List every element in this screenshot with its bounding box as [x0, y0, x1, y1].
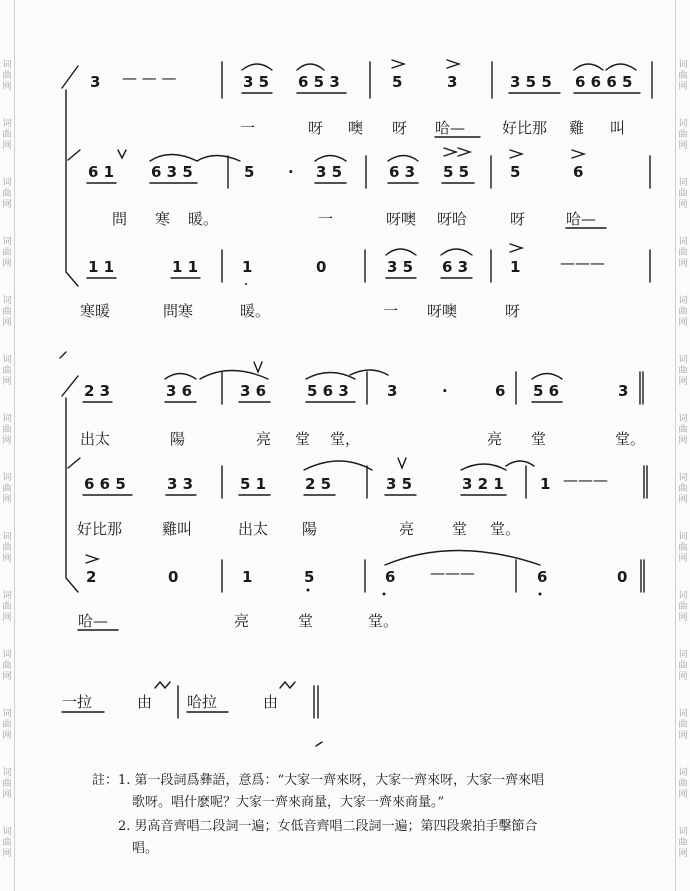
watermark-glyph: 网 — [678, 790, 688, 800]
lyric: 問寒 — [163, 302, 194, 320]
watermark-glyph: 网 — [2, 318, 12, 328]
watermark-glyph: 词 — [2, 591, 12, 601]
watermark-glyph: 网 — [678, 849, 688, 859]
note: 6 — [385, 568, 396, 586]
watermark-glyph: 网 — [2, 495, 12, 505]
lyric: 陽 — [302, 520, 318, 538]
lyric: 堂， — [330, 430, 361, 448]
watermark-glyph: 词 — [2, 473, 12, 483]
lyric: 噢 — [348, 119, 364, 137]
watermark-glyph: 词 — [678, 60, 688, 70]
watermark-glyph: 网 — [2, 672, 12, 682]
lyric: 堂 — [531, 430, 547, 448]
lyric: 好比那 — [77, 520, 123, 538]
footnote-2-line-2: 唱。 — [132, 841, 159, 856]
watermark-glyph: 网 — [678, 200, 688, 210]
note: 5 5 — [443, 163, 470, 181]
watermark-glyph: 词 — [2, 414, 12, 424]
note: 5 — [510, 163, 521, 181]
watermark-glyph: 词 — [2, 178, 12, 188]
note: 5 1 — [240, 475, 267, 493]
lyric: 出太 — [238, 520, 269, 538]
note-rest: 0 — [617, 568, 628, 586]
accompaniment-label: 由 — [137, 693, 153, 711]
accompaniment-label: 哈拉 — [187, 693, 218, 711]
lyric: 堂。 — [368, 612, 399, 630]
lyric: 呀噢 — [386, 210, 417, 228]
lyric: 哈— — [78, 612, 109, 630]
note: 1 — [540, 475, 551, 493]
watermark-glyph: 网 — [678, 436, 688, 446]
watermark-glyph: 词 — [2, 532, 12, 542]
lyric: 暖。 — [240, 302, 271, 320]
watermark-glyph: 词 — [678, 237, 688, 247]
lyric: 堂 — [295, 430, 311, 448]
watermark-glyph: 曲 — [678, 307, 688, 317]
watermark-glyph: 词 — [678, 473, 688, 483]
watermark-glyph: 曲 — [2, 425, 12, 435]
note: 3 3 — [167, 475, 194, 493]
watermark-glyph: 词 — [2, 827, 12, 837]
note: 6 6 6 5 — [575, 73, 633, 91]
watermark-glyph: 网 — [2, 849, 12, 859]
note: 3 6 — [166, 382, 193, 400]
system-brace — [66, 90, 78, 286]
watermark-glyph: 曲 — [2, 248, 12, 258]
watermark-glyph: 网 — [2, 259, 12, 269]
watermark-glyph: 曲 — [678, 838, 688, 848]
watermark-glyph: 曲 — [2, 366, 12, 376]
lyric: 呀噢 — [427, 302, 458, 320]
watermark-glyph: 曲 — [678, 543, 688, 553]
note-extension: ——— — [563, 471, 608, 489]
watermark-glyph: 网 — [2, 200, 12, 210]
watermark-glyph: 词 — [678, 827, 688, 837]
watermark-glyph: 网 — [2, 731, 12, 741]
watermark-glyph: 词 — [678, 178, 688, 188]
note: 6 1 — [88, 163, 115, 181]
watermark-glyph: 曲 — [678, 779, 688, 789]
watermark-glyph: 曲 — [678, 602, 688, 612]
note: 3 6 — [240, 382, 267, 400]
footnote-1-line-2: 歌呀。唱什麽呢？大家一齊來商量，大家一齊來商量。” — [132, 795, 445, 810]
watermark-glyph: 网 — [678, 672, 688, 682]
watermark-glyph: 词 — [2, 237, 12, 247]
lyric: 堂 — [298, 612, 314, 630]
watermark-glyph: 曲 — [678, 425, 688, 435]
watermark-glyph: 网 — [2, 436, 12, 446]
watermark-glyph: 网 — [678, 377, 688, 387]
note: 3 — [387, 382, 398, 400]
accompaniment-label: 一拉 — [62, 693, 93, 711]
lyric: 叫 — [610, 119, 626, 137]
watermark-glyph: 曲 — [678, 366, 688, 376]
note: 1 — [510, 258, 521, 276]
lyric: 雞叫 — [162, 520, 193, 538]
watermark-glyph: 网 — [678, 82, 688, 92]
lyric: 寒 — [155, 210, 171, 228]
watermark-glyph: 网 — [2, 613, 12, 623]
watermark-glyph: 曲 — [678, 189, 688, 199]
watermark-glyph: 网 — [678, 554, 688, 564]
lyric: 堂 — [452, 520, 468, 538]
watermark-glyph: 曲 — [678, 484, 688, 494]
watermark-glyph: 曲 — [2, 130, 12, 140]
watermark-glyph: 网 — [2, 141, 12, 151]
watermark-glyph: 词 — [678, 355, 688, 365]
watermark-glyph: 曲 — [678, 661, 688, 671]
watermark-glyph: 曲 — [678, 248, 688, 258]
watermark-glyph: 曲 — [2, 661, 12, 671]
lyric: 一 — [318, 210, 334, 228]
note: 3 — [90, 73, 101, 91]
watermark-glyph: 词 — [2, 355, 12, 365]
watermark-glyph: 曲 — [678, 720, 688, 730]
lyric: 亮 — [256, 430, 272, 448]
watermark-glyph: 网 — [2, 554, 12, 564]
note: 6 — [495, 382, 506, 400]
watermark-glyph: 曲 — [2, 720, 12, 730]
lyric: 暖。 — [188, 210, 219, 228]
note: 3 5 5 — [510, 73, 552, 91]
lyric: 一 — [240, 119, 256, 137]
note: 6 3 — [442, 258, 469, 276]
watermark-glyph: 词 — [2, 296, 12, 306]
watermark-glyph: 词 — [678, 768, 688, 778]
note: 3 5 — [316, 163, 343, 181]
note: 5 — [244, 163, 255, 181]
lyric: 寒暖 — [80, 302, 111, 320]
watermark-glyph: 网 — [678, 731, 688, 741]
watermark-glyph: 曲 — [2, 779, 12, 789]
accompaniment-label: 由 — [263, 693, 279, 711]
note: 3 — [618, 382, 629, 400]
footnote-prefix: 註： — [92, 773, 119, 788]
note: 6 — [537, 568, 548, 586]
watermark-glyph: 词 — [2, 650, 12, 660]
watermark-glyph: 曲 — [2, 71, 12, 81]
note-dot: · — [288, 163, 294, 181]
lyric: 呀 — [392, 119, 408, 137]
system-brace-top — [62, 66, 78, 88]
watermark-glyph: 网 — [2, 377, 12, 387]
note: 1 — [242, 258, 253, 276]
lyric: 呀 — [510, 210, 526, 228]
watermark-glyph: 网 — [678, 318, 688, 328]
watermark-glyph: 曲 — [678, 71, 688, 81]
footnote-2-line-1: 2. 男高音齊唱二段詞一遍；女低音齊唱二段詞一遍；第四段衆拍手擊節合 — [118, 819, 538, 834]
note: 1 — [242, 568, 253, 586]
lyric: 一 — [383, 302, 399, 320]
note: 3 5 — [243, 73, 270, 91]
watermark-glyph: 网 — [678, 495, 688, 505]
note: 6 3 5 — [151, 163, 193, 181]
lyric: 雞 — [569, 119, 585, 137]
watermark-glyph: 词 — [2, 60, 12, 70]
note: 6 — [573, 163, 584, 181]
watermark-glyph: 网 — [2, 790, 12, 800]
watermark-glyph: 曲 — [2, 484, 12, 494]
note: 1 1 — [88, 258, 115, 276]
watermark-glyph: 词 — [678, 650, 688, 660]
footnote-1-line-1: 1. 第一段詞爲彝語，意爲：“大家一齊來呀，大家一齊來呀，大家一齊來唱 — [118, 773, 545, 788]
watermark-glyph: 词 — [2, 709, 12, 719]
watermark-glyph: 词 — [2, 768, 12, 778]
lyric: 亮 — [487, 430, 503, 448]
lyric: 亮 — [399, 520, 415, 538]
watermark-glyph: 词 — [678, 591, 688, 601]
note: 2 — [86, 568, 97, 586]
lyric: 亮 — [234, 612, 250, 630]
note-extension: — — — — [122, 69, 177, 87]
watermark-glyph: 词 — [2, 119, 12, 129]
lyric: 陽 — [170, 430, 186, 448]
watermark-glyph: 网 — [678, 259, 688, 269]
note-rest: 0 — [168, 568, 179, 586]
lyric: 呀 — [505, 302, 521, 320]
lyric: 呀哈 — [437, 210, 468, 228]
watermark-glyph: 网 — [678, 141, 688, 151]
lyric: 哈— — [435, 119, 466, 137]
watermark-glyph: 曲 — [2, 838, 12, 848]
note: 1 1 — [172, 258, 199, 276]
note: 3 5 — [386, 475, 413, 493]
note: 6 3 — [389, 163, 416, 181]
note: 6 5 3 — [298, 73, 340, 91]
watermark-glyph: 词 — [678, 532, 688, 542]
watermark-glyph: 曲 — [2, 543, 12, 553]
note: 5 — [392, 73, 403, 91]
note-dot: · — [442, 382, 448, 400]
watermark-glyph: 词 — [678, 296, 688, 306]
lyric: 出太 — [80, 430, 111, 448]
lyric: 問 — [112, 210, 128, 228]
note: 3 5 — [387, 258, 414, 276]
note-extension: ——— — [430, 564, 475, 582]
note: 2 5 — [305, 475, 332, 493]
note: 5 6 3 — [307, 382, 349, 400]
watermark-glyph: 曲 — [2, 307, 12, 317]
note: 3 — [447, 73, 458, 91]
lyric: 呀 — [308, 119, 324, 137]
lyric: 好比那 — [502, 119, 548, 137]
note: 3 2 1 — [462, 475, 504, 493]
watermark-glyph: 曲 — [2, 602, 12, 612]
note: 5 — [304, 568, 315, 586]
note-rest: 0 — [316, 258, 327, 276]
lyric: 堂。 — [490, 520, 521, 538]
watermark-glyph: 曲 — [678, 130, 688, 140]
watermark-glyph: 词 — [678, 119, 688, 129]
lyric: 哈— — [566, 210, 597, 228]
note-extension: ——— — [560, 254, 605, 272]
watermark-glyph: 曲 — [2, 189, 12, 199]
note: 5 6 — [533, 382, 560, 400]
note: 2 3 — [84, 382, 111, 400]
watermark-glyph: 词 — [678, 414, 688, 424]
lyric: 堂。 — [615, 430, 646, 448]
watermark-glyph: 网 — [2, 82, 12, 92]
watermark-glyph: 网 — [678, 613, 688, 623]
watermark-glyph: 词 — [678, 709, 688, 719]
note: 6 6 5 — [84, 475, 126, 493]
